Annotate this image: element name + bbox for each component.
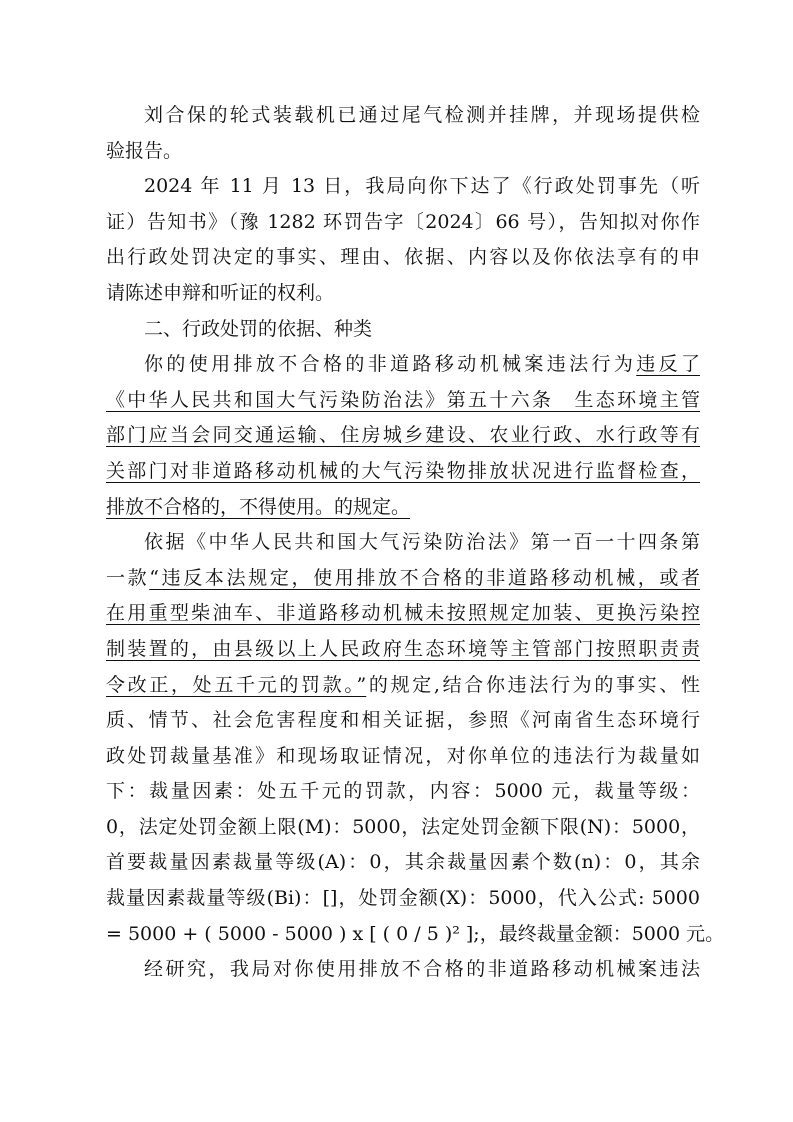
paragraph-line: 经研究，我局对你使用排放不合格的非道路移动机械案违法	[144, 958, 700, 981]
underlined-line: 《中华人民共和国大气污染防治法》第五十六条 生态环境主管	[106, 388, 700, 411]
paragraph-line: 0，法定处罚金额上限(M)：5000，法定处罚金额下限(N)：5000，	[106, 815, 700, 838]
paragraph-line	[106, 668, 700, 704]
underlined-line: 部门应当会同交通运输、住房城乡建设、农业行政、水行政等有	[106, 424, 700, 447]
underlined-text-run: 违反了	[636, 353, 700, 376]
paragraph-line: 裁量因素裁量等级(Bi)：[]，处罚金额(X)：5000，代入公式: 5000	[106, 887, 700, 910]
paragraph-line	[106, 561, 700, 597]
document-body	[106, 98, 725, 988]
underlined-line: 关部门对非道路移动机械的大气污染物排放状况进行监督检查，	[106, 459, 700, 482]
underlined-text-run: “违反本法规定，使用排放不合格的非道路移动机械，或者	[149, 566, 700, 589]
paragraph-line: 下：裁量因素：处五千元的罚款，内容：5000 元，裁量等级：	[106, 780, 700, 803]
paragraph-line: 依据《中华人民共和国大气污染防治法》第一百一十四条第	[144, 531, 700, 554]
paragraph-line: 2024 年 11 月 13 日，我局向你下达了《行政处罚事先（听	[144, 175, 700, 198]
underlined-line: 在用重型柴油车、非道路移动机械未按照规定加装、更换污染控	[106, 602, 700, 625]
paragraph-line: 验报告。	[106, 139, 183, 162]
paragraph-line: = 5000 + ( 5000 - 5000 ) x [ ( 0 / 5 )² ];，最终裁量金额：5000 元。	[106, 922, 725, 945]
text-run: 你的使用排放不合格的非道路移动机械案违法行为	[144, 353, 637, 376]
paragraph-line	[106, 347, 700, 383]
paragraph-line: 出行政处罚决定的事实、理由、依据、内容以及你依法享有的申	[106, 246, 700, 269]
section-heading: 二、行政处罚的依据、种类	[144, 317, 373, 340]
text-run: 的规定,结合你违法行为的事实、性	[366, 673, 700, 696]
paragraph-line: 请陈述申辩和听证的权利。	[106, 281, 335, 304]
paragraph-line: 政处罚裁量基准》和现场取证情况，对你单位的违法行为裁量如	[106, 744, 700, 767]
paragraph-line: 首要裁量因素裁量等级(A)：0，其余裁量因素个数(n)：0，其余	[106, 851, 700, 874]
underlined-text-run: 令改正，处五千元的罚款。”	[106, 673, 367, 696]
underlined-line: 制装置的，由县级以上人民政府生态环境等主管部门按照职责责	[106, 637, 700, 660]
underlined-line: 排放不合格的，不得使用。的规定。	[106, 495, 411, 518]
paragraph-line: 刘合保的轮式装载机已通过尾气检测并挂牌，并现场提供检	[144, 104, 700, 126]
paragraph-line: 质、情节、社会危害程度和相关证据，参照《河南省生态环境行	[106, 709, 700, 732]
text-run: 一款	[106, 566, 150, 589]
paragraph-line: 证）告知书》（豫 1282 环罚告字〔2024〕66 号），告知拟对你作	[106, 210, 700, 233]
